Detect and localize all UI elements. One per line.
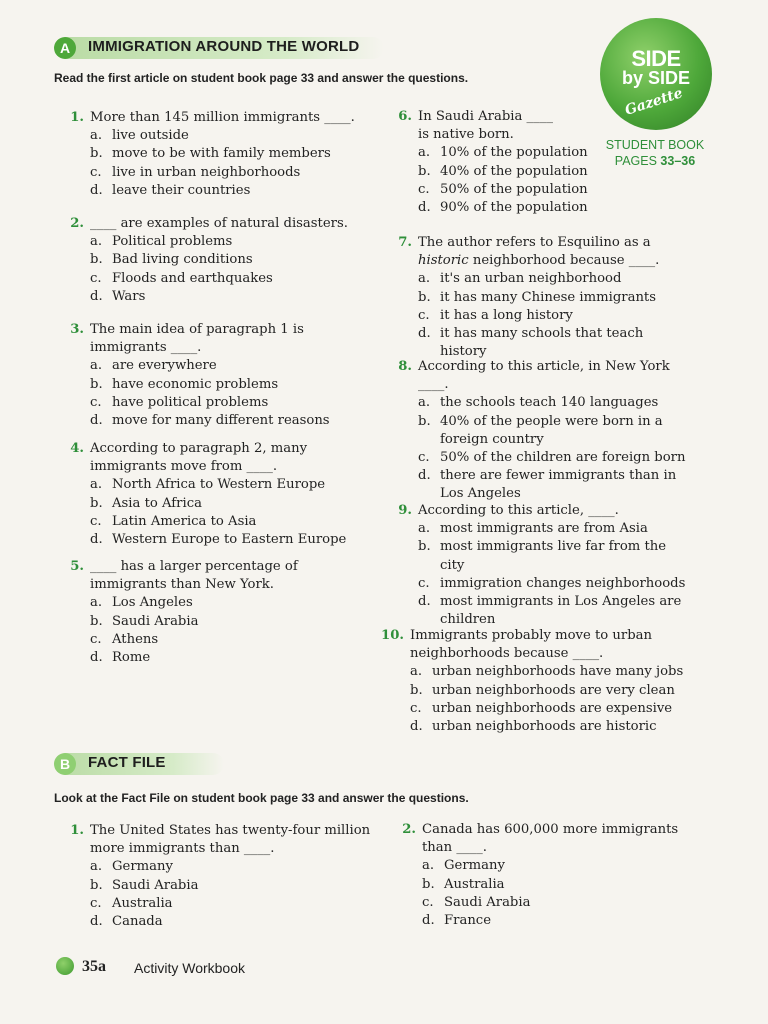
option-text: Canada	[112, 914, 163, 930]
option-text: Latin America to Asia	[112, 513, 257, 529]
answer-option[interactable]	[90, 394, 360, 412]
answer-option[interactable]	[90, 513, 360, 531]
option-text: it's an urban neighborhood	[440, 271, 622, 287]
option-text: most immigrants live far from the city	[440, 539, 667, 573]
question-stem: immigrants than New York.	[90, 577, 274, 593]
option-text: it has a long history	[440, 307, 573, 323]
option-letter: c.	[422, 894, 434, 910]
option-letter: b.	[90, 877, 103, 893]
answer-option[interactable]	[418, 538, 688, 574]
option-letter: c.	[418, 575, 430, 591]
answer-option[interactable]	[410, 718, 690, 736]
option-text: Wars	[112, 288, 146, 304]
question-stem: The United States has twenty-four million	[90, 823, 371, 838]
answer-option[interactable]	[410, 682, 690, 700]
question-item	[388, 108, 688, 217]
question-item	[60, 558, 360, 667]
answer-option[interactable]	[90, 288, 360, 306]
question-number: 9.	[398, 503, 412, 518]
option-text: Western Europe to Eastern Europe	[112, 532, 347, 548]
option-letter: c.	[418, 450, 430, 466]
option-letter: a.	[90, 477, 103, 493]
question-stem: ____ has a larger percentage of	[90, 559, 298, 574]
option-letter: b.	[90, 613, 103, 629]
question-number: 2.	[402, 822, 416, 837]
answer-option[interactable]	[422, 857, 692, 875]
answer-option[interactable]	[422, 876, 692, 894]
question-stem: is native born.	[418, 127, 514, 143]
section-a-instruction: Read the first article on student book page 33 and answer the questions.	[54, 71, 469, 85]
answer-option[interactable]	[418, 181, 688, 199]
question-stem-rest: neighborhood because ____.	[468, 253, 660, 269]
option-letter: b.	[90, 252, 103, 268]
option-letter: b.	[418, 163, 431, 179]
option-text: urban neighborhoods are very clean	[432, 682, 675, 698]
option-text: move to be with family members	[112, 146, 331, 162]
question-stem: Immigrants probably move to urban	[410, 628, 653, 643]
option-text: Germany	[444, 858, 505, 874]
option-text: Saudi Arabia	[112, 613, 199, 629]
option-letter: d.	[90, 413, 103, 429]
answer-option[interactable]	[418, 289, 688, 307]
answer-option[interactable]	[90, 412, 360, 430]
option-letter: b.	[90, 146, 103, 162]
answer-option[interactable]	[90, 145, 360, 163]
answer-option[interactable]	[90, 613, 360, 631]
student-book-line: STUDENT BOOK	[605, 138, 705, 152]
question-number: 7.	[398, 235, 412, 250]
option-letter: c.	[418, 307, 430, 323]
answer-option[interactable]	[418, 520, 688, 538]
option-letter: b.	[410, 682, 423, 698]
question-item	[60, 822, 390, 931]
question-stem: more immigrants than ____.	[90, 841, 275, 857]
option-text: Athens	[112, 631, 159, 647]
option-text: urban neighborhoods have many jobs	[432, 664, 684, 680]
option-letter: a.	[410, 664, 423, 680]
option-letter: b.	[418, 413, 431, 429]
question-item	[388, 234, 688, 361]
option-text: Bad living conditions	[112, 252, 253, 268]
answer-option[interactable]	[90, 649, 360, 667]
option-letter: b.	[422, 876, 435, 892]
answer-option[interactable]	[422, 912, 692, 930]
section-b-badge: B	[54, 753, 76, 775]
question-stem-italic: historic	[418, 253, 469, 269]
answer-option[interactable]	[418, 270, 688, 288]
question-item	[388, 502, 688, 629]
option-text: Floods and earthquakes	[112, 270, 273, 286]
footer-book-title: Activity Workbook	[134, 960, 245, 976]
option-text: most immigrants in Los Angeles are children	[440, 594, 682, 628]
section-a-title: IMMIGRATION AROUND THE WORLD	[88, 38, 360, 55]
answer-option[interactable]	[418, 325, 688, 361]
logo-line-1: SIDE	[631, 46, 681, 71]
answer-option[interactable]	[90, 895, 390, 913]
answer-option[interactable]	[90, 270, 360, 288]
option-text: Asia to Africa	[112, 495, 202, 511]
question-stem: immigrants ____.	[90, 340, 202, 356]
option-letter: a.	[422, 858, 435, 874]
option-text: Germany	[112, 859, 173, 875]
option-text: France	[444, 913, 491, 929]
option-text: it has many schools that teach history	[440, 326, 644, 360]
option-letter: d.	[418, 468, 431, 484]
question-number: 3.	[70, 322, 84, 337]
option-text: the schools teach 140 languages	[440, 395, 659, 411]
question-number: 5.	[70, 559, 84, 574]
question-item	[380, 627, 690, 736]
question-item	[60, 109, 360, 200]
question-number: 6.	[398, 109, 412, 124]
answer-option[interactable]	[90, 182, 360, 200]
question-number: 2.	[70, 216, 84, 231]
option-text: leave their countries	[112, 182, 251, 198]
option-text: urban neighborhoods are expensive	[432, 700, 673, 716]
answer-option[interactable]	[90, 913, 390, 931]
option-text: 10% of the population	[440, 145, 588, 161]
option-text: have economic problems	[112, 376, 279, 392]
answer-option[interactable]	[90, 531, 360, 549]
answer-option[interactable]	[90, 357, 360, 375]
section-b-title: FACT FILE	[88, 754, 166, 771]
question-number: 1.	[70, 823, 84, 838]
option-text: move for many different reasons	[112, 413, 330, 429]
section-b-instruction: Look at the Fact File on student book page 33 and answer the questions.	[54, 791, 469, 805]
option-text: 90% of the population	[440, 200, 588, 216]
option-letter: d.	[410, 719, 423, 735]
answer-option[interactable]	[90, 594, 360, 612]
option-letter: c.	[90, 513, 102, 529]
option-text: Los Angeles	[112, 595, 193, 611]
answer-option[interactable]	[418, 163, 688, 181]
section-b-header	[54, 753, 224, 775]
question-stem: The main idea of paragraph 1 is	[90, 322, 304, 337]
option-text: are everywhere	[112, 358, 217, 374]
option-text: 50% of the children are foreign born	[440, 450, 686, 466]
option-letter: d.	[418, 200, 431, 216]
option-letter: d.	[90, 288, 103, 304]
question-item	[60, 215, 360, 306]
option-text: Rome	[112, 650, 151, 666]
question-stem: immigrants move from ____.	[90, 459, 278, 475]
question-item	[60, 440, 360, 549]
answer-option[interactable]	[90, 476, 360, 494]
option-text: urban neighborhoods are historic	[432, 719, 657, 735]
question-stem-continued	[418, 252, 688, 270]
answer-option[interactable]	[418, 144, 688, 162]
question-item	[392, 821, 692, 930]
option-letter: a.	[90, 128, 103, 144]
option-text: North Africa to Western Europe	[112, 477, 326, 493]
question-stem: According to this article, in New York ____.	[418, 359, 670, 393]
question-stem: According to this article, ____.	[418, 503, 619, 518]
answer-option[interactable]	[418, 413, 688, 449]
answer-option[interactable]	[90, 251, 360, 269]
option-letter: a.	[90, 358, 103, 374]
option-letter: a.	[418, 271, 431, 287]
option-letter: b.	[90, 376, 103, 392]
answer-option[interactable]	[90, 127, 360, 145]
option-text: Australia	[444, 876, 505, 892]
option-letter: a.	[418, 521, 431, 537]
option-letter: b.	[90, 495, 103, 511]
question-stem: In Saudi Arabia ____	[418, 109, 553, 124]
footer-green-dot	[56, 957, 74, 975]
answer-option[interactable]	[418, 449, 688, 467]
option-text: Saudi Arabia	[112, 877, 199, 893]
option-text: immigration changes neighborhoods	[440, 575, 686, 591]
option-letter: d.	[422, 913, 435, 929]
answer-option[interactable]	[418, 575, 688, 593]
option-letter: d.	[418, 594, 431, 610]
question-number: 8.	[398, 359, 412, 374]
question-number: 10.	[381, 628, 404, 643]
section-a-header	[54, 37, 384, 59]
answer-option[interactable]	[418, 593, 688, 629]
pages-prefix: PAGES	[614, 154, 661, 168]
option-text: have political problems	[112, 394, 269, 410]
option-text: there are fewer immigrants than in Los Angeles	[440, 468, 677, 502]
question-stem: The author refers to Esquilino as a	[418, 235, 651, 250]
option-text: Saudi Arabia	[444, 894, 531, 910]
question-item	[60, 321, 360, 430]
option-letter: d.	[90, 532, 103, 548]
option-letter: a.	[90, 859, 103, 875]
option-letter: b.	[418, 539, 431, 555]
section-a-badge: A	[54, 37, 76, 59]
question-stem: More than 145 million immigrants ____.	[90, 110, 355, 125]
option-letter: d.	[90, 182, 103, 198]
option-letter: c.	[90, 270, 102, 286]
option-text: Australia	[112, 895, 173, 911]
option-text: Political problems	[112, 234, 233, 250]
question-stem: neighborhoods because ____.	[410, 646, 604, 662]
option-text: live outside	[112, 128, 189, 144]
question-stem: Canada has 600,000 more immigrants	[422, 822, 679, 837]
question-stem: than ____.	[422, 840, 487, 856]
option-letter: b.	[418, 289, 431, 305]
answer-option[interactable]	[90, 631, 360, 649]
option-letter: c.	[90, 631, 102, 647]
option-text: it has many Chinese immigrants	[440, 289, 657, 305]
footer-page-number: 35a	[82, 958, 106, 975]
option-text: 40% of the people were born in a foreign country	[440, 413, 663, 447]
answer-option[interactable]	[418, 394, 688, 412]
question-number: 4.	[70, 441, 84, 456]
question-item	[388, 358, 688, 504]
question-stem: According to paragraph 2, many	[90, 441, 308, 456]
answer-option[interactable]	[422, 894, 692, 912]
question-number: 1.	[70, 110, 84, 125]
answer-option[interactable]	[90, 233, 360, 251]
option-letter: a.	[90, 234, 103, 250]
option-letter: d.	[90, 914, 103, 930]
option-letter: a.	[90, 595, 103, 611]
option-letter: c.	[90, 895, 102, 911]
logo-line-2: by SIDE	[621, 68, 691, 88]
option-letter: a.	[418, 395, 431, 411]
answer-option[interactable]	[418, 199, 688, 217]
option-letter: d.	[418, 326, 431, 342]
logo-line-3: Gazette	[622, 85, 685, 119]
answer-option[interactable]	[418, 307, 688, 325]
option-letter: c.	[418, 181, 430, 197]
answer-option[interactable]	[90, 495, 360, 513]
answer-option[interactable]	[410, 700, 690, 718]
option-letter: a.	[418, 145, 431, 161]
answer-option[interactable]	[90, 858, 390, 876]
answer-option[interactable]	[418, 467, 688, 503]
option-letter: c.	[90, 164, 102, 180]
answer-option[interactable]	[90, 877, 390, 895]
pages-range: 33–36	[660, 154, 696, 168]
answer-option[interactable]	[90, 164, 360, 182]
option-letter: c.	[90, 394, 102, 410]
option-letter: d.	[90, 650, 103, 666]
option-text: live in urban neighborhoods	[112, 164, 301, 180]
question-stem: ____ are examples of natural disasters.	[90, 216, 348, 231]
option-letter: c.	[410, 700, 422, 716]
answer-option[interactable]	[90, 376, 360, 394]
option-text: 40% of the population	[440, 163, 588, 179]
option-text: 50% of the population	[440, 181, 588, 197]
answer-option[interactable]	[410, 663, 690, 681]
option-text: most immigrants are from Asia	[440, 521, 648, 537]
